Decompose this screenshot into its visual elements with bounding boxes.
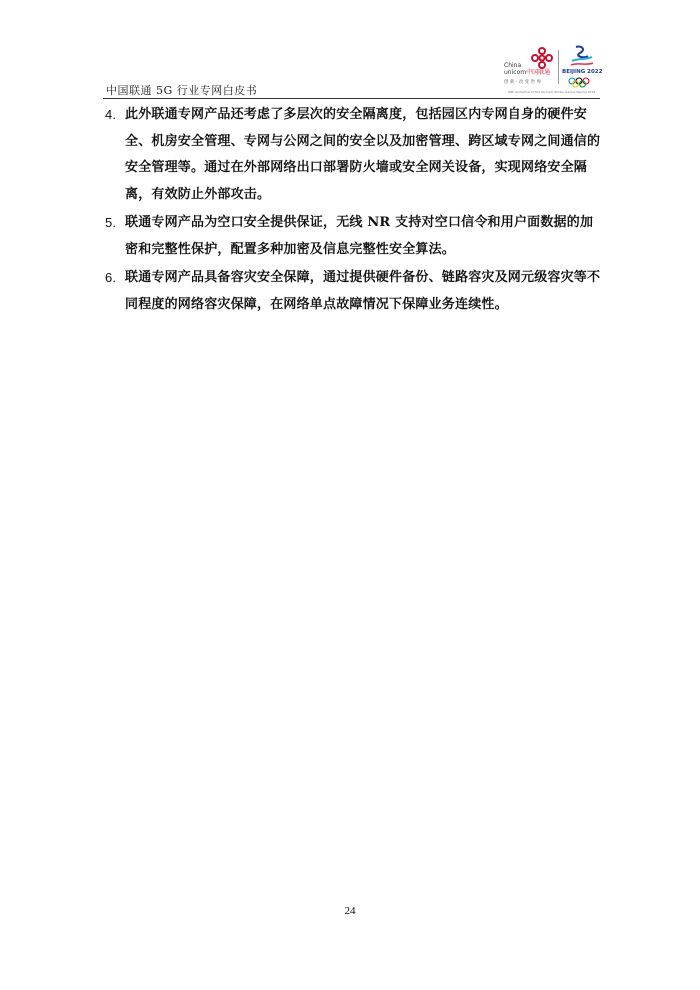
- header-divider: [103, 98, 600, 99]
- unicom-en-line2: unicom: [504, 69, 527, 76]
- list-item-number: 5.: [105, 215, 117, 230]
- document-title: 中国联通 5G 行业专网白皮书: [106, 84, 258, 97]
- list-item-6: [103, 265, 603, 318]
- list-item-text: 联通专网产品为空口安全提供保证，无线 NR 支持对空口信令和用户面数据的加密和完整性保护，配置多种加密及信息完整性安全算法。: [125, 215, 594, 257]
- unicom-wordmark: [504, 62, 550, 76]
- unicom-cn-name: 中国联通: [526, 69, 551, 76]
- beijing-2022-logo: [562, 44, 603, 88]
- main-content: [103, 102, 603, 320]
- logo-divider: [558, 50, 559, 84]
- official-partner-line: Official Partner of the Olympic Winter Games Beijing 2022: [508, 90, 596, 94]
- beijing-2022-emblem-icon: [562, 44, 603, 88]
- china-unicom-logo: [504, 46, 556, 86]
- logo-area: [504, 44, 603, 96]
- list-item-text: 联通专网产品具备容灾安全保障，通过提供硬件备份、链路容灾及网元级容灾等不同程度的网络容灾保障，在网络单点故障情况下保障业务连续性。: [125, 270, 601, 312]
- list-item-number: 6.: [105, 270, 117, 285]
- beijing-2022-wordmark: BEIJING 2022: [562, 69, 603, 75]
- unicom-tagline: 创 新 · 改 变 世 界: [504, 80, 542, 85]
- list-item-text: 此外联通专网产品还考虑了多层次的安全隔离度，包括园区内专网自身的硬件安全、机房安全管理、专网与公网之间的安全以及加密管理、跨区域专网之间通信的安全管理等。通过在外部网络出口部署防火墙或安全网关设备，实现网络安全隔离，有效防止外部攻击。: [125, 107, 601, 202]
- page-number: 24: [344, 905, 356, 917]
- list-item-number: 4.: [105, 107, 117, 122]
- unicom-en-line1: China: [504, 62, 522, 69]
- page-header: [103, 44, 603, 100]
- list-item-5: [103, 210, 603, 263]
- list-item-4: [103, 102, 603, 208]
